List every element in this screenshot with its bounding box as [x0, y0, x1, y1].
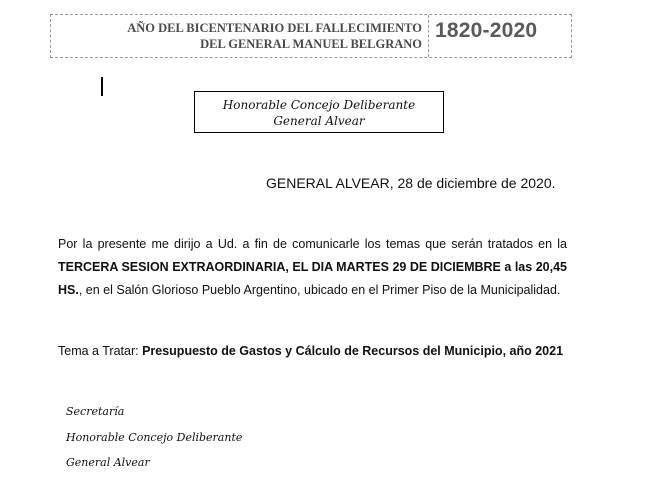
p2-label: Tema a Tratar: [58, 344, 143, 358]
header-line-2: DEL GENERAL MANUEL BELGRANO [200, 37, 422, 51]
p1-text-b: , en el Salón Glorioso Pueblo Argentino, ubicado en el Primer Piso de la Municipalidad. [78, 283, 561, 297]
date-line: GENERAL ALVEAR, 28 de diciembre de 2020. [266, 175, 556, 191]
text-cursor [101, 77, 103, 96]
body-paragraph-1 [58, 233, 567, 302]
p2-text-bold: Presupuesto de Gastos y Cálculo de Recursos del Municipio, año 2021 [142, 344, 564, 358]
header-banner [50, 14, 572, 58]
header-line-1: AÑO DEL BICENTENARIO DEL FALLECIMIENTO [127, 21, 422, 35]
institution-line-2: General Alvear [273, 114, 365, 128]
institution-box [194, 91, 444, 133]
header-years: 1820-2020 [435, 19, 538, 42]
header-commemoration [51, 15, 428, 57]
signature-line-1: Secretaría [66, 405, 125, 418]
institution-line-1: Honorable Concejo Deliberante [222, 98, 416, 112]
signature-line-3: General Alvear [66, 456, 150, 469]
p1-text-bold: TERCERA SESION EXTRAORDINARIA, EL DIA MARTES 29 DE DICIEMBRE a las 20,45 HS. [58, 260, 567, 297]
signature-line-2: Honorable Concejo Deliberante [66, 431, 243, 444]
body-paragraph-2 [58, 340, 567, 363]
p1-text-a: Por la presente me dirijo a Ud. a fin de comunicarle los temas que serán tratados en la [58, 237, 567, 251]
header-divider [428, 15, 429, 57]
